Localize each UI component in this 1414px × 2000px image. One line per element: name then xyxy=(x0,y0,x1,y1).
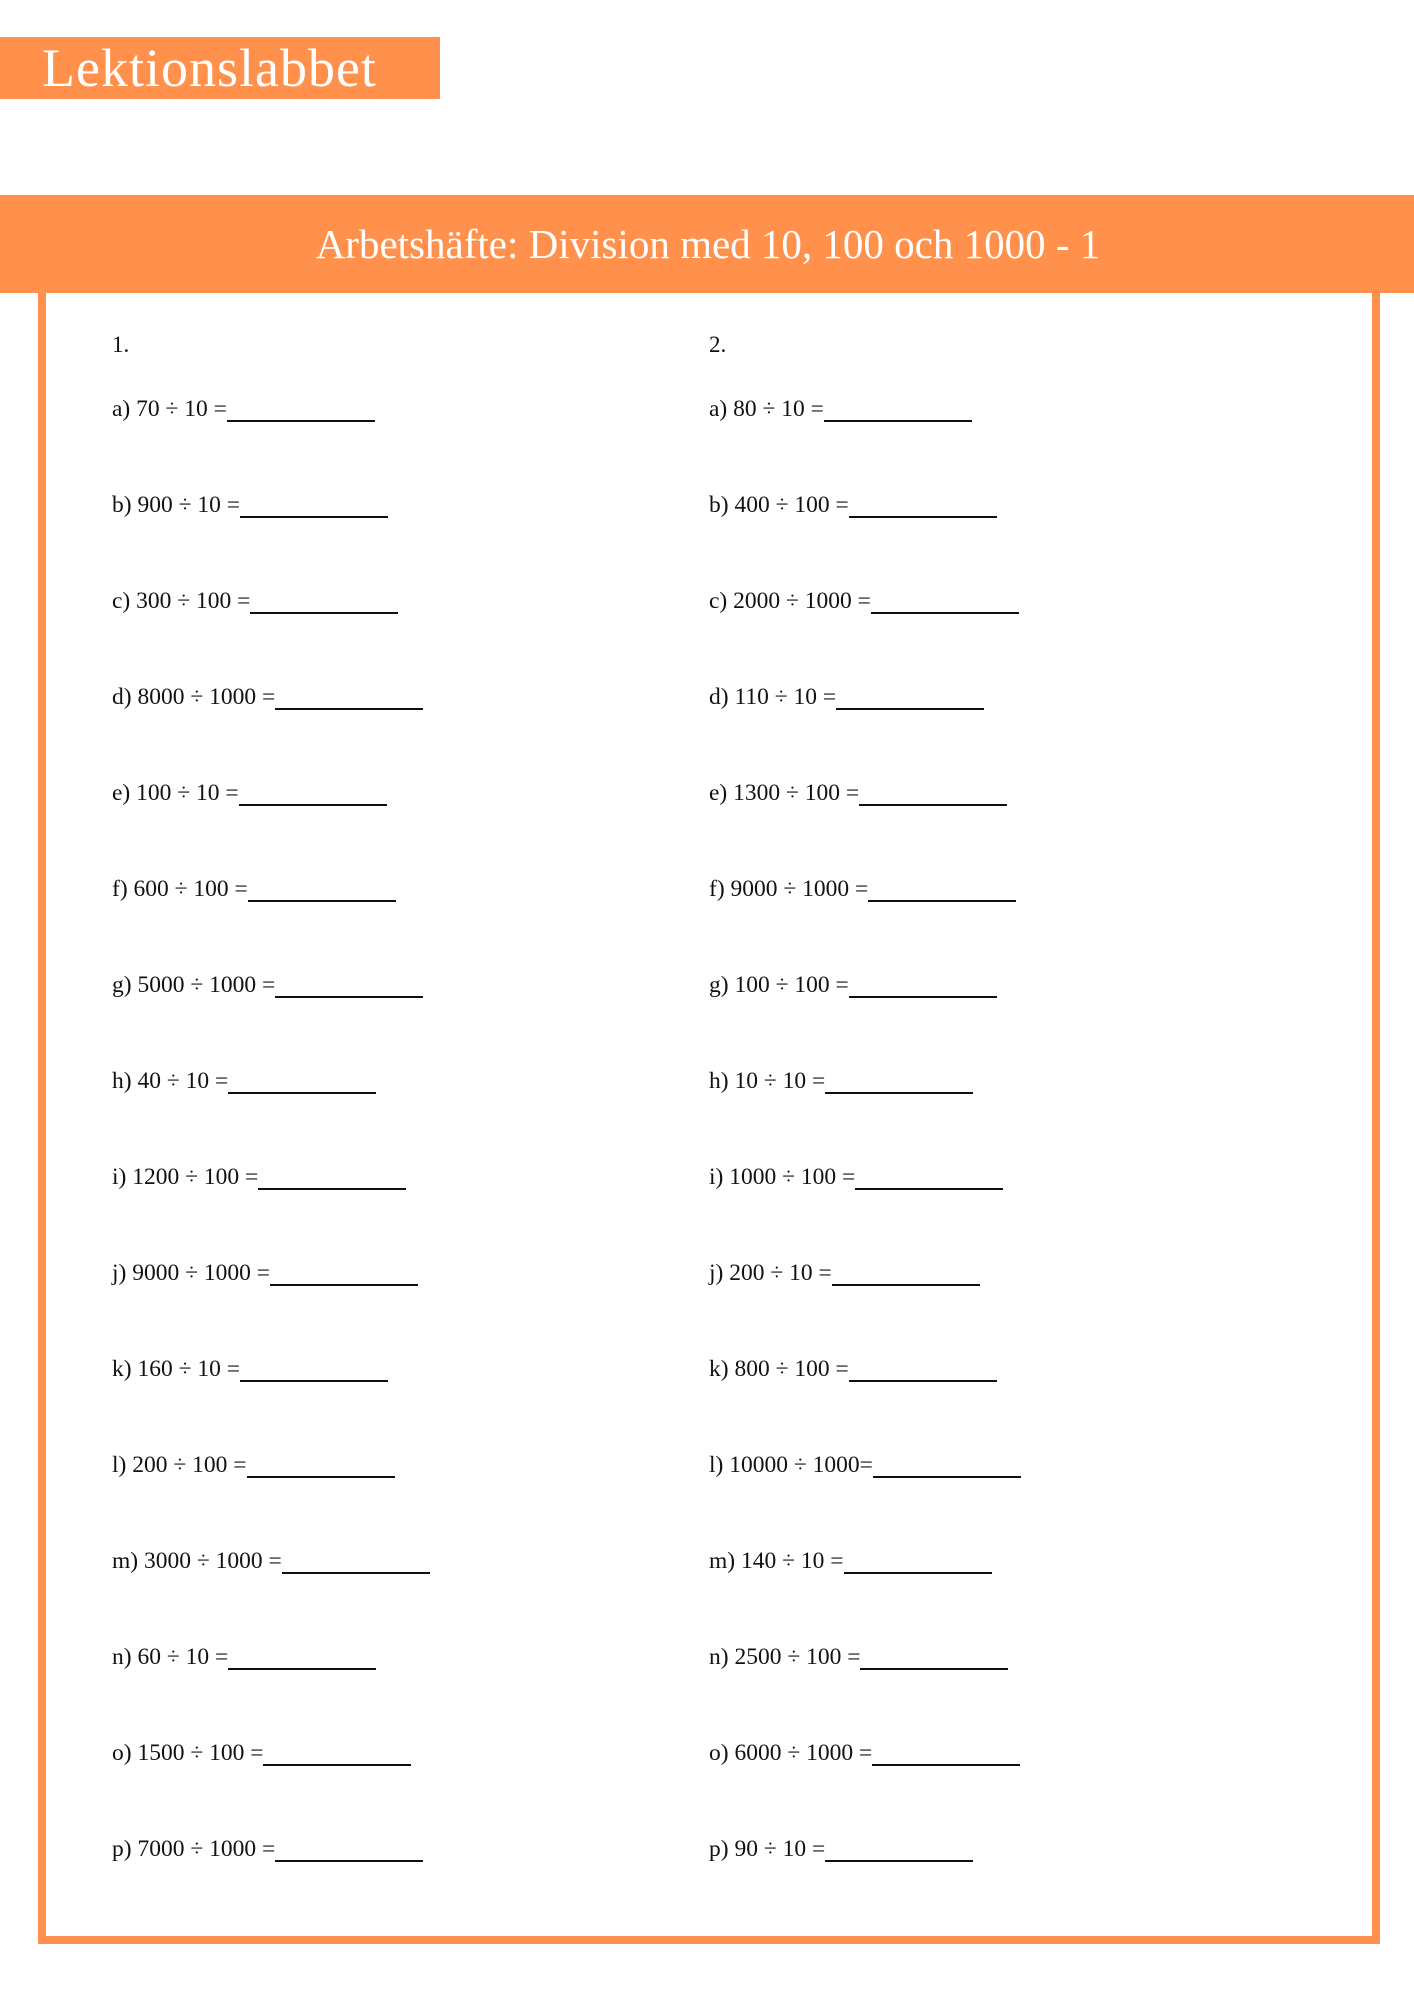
problem-item xyxy=(112,1162,430,1258)
problem-text: c) 2000 ÷ 1000 = xyxy=(709,588,871,614)
problem-item xyxy=(112,1834,430,1930)
problem-item xyxy=(112,1258,430,1354)
answer-blank[interactable] xyxy=(872,1738,1020,1766)
problem-list xyxy=(709,394,1021,1930)
answer-blank[interactable] xyxy=(844,1546,992,1574)
brand-name: Lektionslabbet xyxy=(42,38,377,98)
problem-text: d) 8000 ÷ 1000 = xyxy=(112,684,276,710)
answer-blank[interactable] xyxy=(228,1066,376,1094)
problem-text: h) 40 ÷ 10 = xyxy=(112,1068,229,1094)
problem-text: g) 100 ÷ 100 = xyxy=(709,972,849,998)
problem-text: i) 1200 ÷ 100 = xyxy=(112,1164,259,1190)
answer-blank[interactable] xyxy=(871,586,1019,614)
answer-blank[interactable] xyxy=(824,394,972,422)
problem-text: f) 9000 ÷ 1000 = xyxy=(709,876,869,902)
problem-text: b) 900 ÷ 10 = xyxy=(112,492,240,518)
answer-blank[interactable] xyxy=(832,1258,980,1286)
problem-text: g) 5000 ÷ 1000 = xyxy=(112,972,276,998)
problem-text: j) 9000 ÷ 1000 = xyxy=(112,1260,271,1286)
problem-item xyxy=(112,1354,430,1450)
answer-blank[interactable] xyxy=(849,970,997,998)
problem-text: l) 10000 ÷ 1000= xyxy=(709,1452,873,1478)
problem-item xyxy=(709,778,1021,874)
problem-item xyxy=(112,874,430,970)
answer-blank[interactable] xyxy=(250,586,398,614)
problem-text: a) 70 ÷ 10 = xyxy=(112,396,227,422)
answer-blank[interactable] xyxy=(868,874,1016,902)
problem-item xyxy=(709,1546,1021,1642)
problem-text: p) 90 ÷ 10 = xyxy=(709,1836,826,1862)
answer-blank[interactable] xyxy=(263,1738,411,1766)
answer-blank[interactable] xyxy=(248,874,396,902)
problem-item xyxy=(709,1450,1021,1546)
problem-item xyxy=(709,682,1021,778)
problem-item xyxy=(709,1066,1021,1162)
problem-item xyxy=(709,1834,1021,1930)
answer-blank[interactable] xyxy=(836,682,984,710)
problem-text: n) 60 ÷ 10 = xyxy=(112,1644,229,1670)
problem-text: k) 160 ÷ 10 = xyxy=(112,1356,240,1382)
problem-item xyxy=(112,490,430,586)
answer-blank[interactable] xyxy=(275,1834,423,1862)
answer-blank[interactable] xyxy=(240,490,388,518)
problem-item xyxy=(709,1738,1021,1834)
problem-item xyxy=(112,394,430,490)
problem-text: a) 80 ÷ 10 = xyxy=(709,396,824,422)
problem-text: h) 10 ÷ 10 = xyxy=(709,1068,826,1094)
problem-text: d) 110 ÷ 10 = xyxy=(709,684,837,710)
answer-blank[interactable] xyxy=(282,1546,430,1574)
answer-blank[interactable] xyxy=(228,1642,376,1670)
problem-item xyxy=(112,1546,430,1642)
problem-item xyxy=(112,778,430,874)
worksheet-title-bar xyxy=(0,195,1414,293)
problem-item xyxy=(112,1738,430,1834)
problem-text: b) 400 ÷ 100 = xyxy=(709,492,849,518)
answer-blank[interactable] xyxy=(247,1450,395,1478)
section-2 xyxy=(709,330,873,1862)
problem-item xyxy=(709,1642,1021,1738)
answer-blank[interactable] xyxy=(873,1450,1021,1478)
problem-item xyxy=(112,1642,430,1738)
problem-text: i) 1000 ÷ 100 = xyxy=(709,1164,856,1190)
problem-item xyxy=(112,970,430,1066)
problem-text: c) 300 ÷ 100 = xyxy=(112,588,251,614)
problem-text: m) 3000 ÷ 1000 = xyxy=(112,1548,282,1574)
problem-list xyxy=(112,394,430,1930)
problem-text: m) 140 ÷ 10 = xyxy=(709,1548,844,1574)
answer-blank[interactable] xyxy=(275,682,423,710)
problem-item xyxy=(709,586,1021,682)
problem-item xyxy=(112,1066,430,1162)
problem-item xyxy=(709,1354,1021,1450)
problem-text: n) 2500 ÷ 100 = xyxy=(709,1644,861,1670)
answer-blank[interactable] xyxy=(860,1642,1008,1670)
problem-text: e) 1300 ÷ 100 = xyxy=(709,780,860,806)
answer-blank[interactable] xyxy=(825,1834,973,1862)
worksheet-title: Arbetshäfte: Division med 10, 100 och 1000 - 1 xyxy=(315,220,1101,267)
problem-item xyxy=(709,490,1021,586)
problem-text: f) 600 ÷ 100 = xyxy=(112,876,248,902)
brand-banner xyxy=(0,37,440,99)
problem-text: p) 7000 ÷ 1000 = xyxy=(112,1836,276,1862)
answer-blank[interactable] xyxy=(227,394,375,422)
problem-item xyxy=(112,682,430,778)
section-1 xyxy=(112,330,282,1862)
answer-blank[interactable] xyxy=(258,1162,406,1190)
answer-blank[interactable] xyxy=(855,1162,1003,1190)
problem-text: o) 6000 ÷ 1000 = xyxy=(709,1740,873,1766)
problem-item xyxy=(709,874,1021,970)
answer-blank[interactable] xyxy=(240,1354,388,1382)
answer-blank[interactable] xyxy=(275,970,423,998)
answer-blank[interactable] xyxy=(825,1066,973,1094)
problem-item xyxy=(709,1258,1021,1354)
problem-item xyxy=(112,1450,430,1546)
problem-text: e) 100 ÷ 10 = xyxy=(112,780,239,806)
problem-item xyxy=(112,586,430,682)
section-number: 2. xyxy=(709,332,727,357)
answer-blank[interactable] xyxy=(859,778,1007,806)
answer-blank[interactable] xyxy=(239,778,387,806)
answer-blank[interactable] xyxy=(849,1354,997,1382)
problem-text: k) 800 ÷ 100 = xyxy=(709,1356,849,1382)
problem-item xyxy=(709,1162,1021,1258)
answer-blank[interactable] xyxy=(849,490,997,518)
section-number: 1. xyxy=(112,332,130,357)
problem-text: l) 200 ÷ 100 = xyxy=(112,1452,247,1478)
problem-item xyxy=(709,970,1021,1066)
problem-item xyxy=(709,394,1021,490)
problem-text: j) 200 ÷ 10 = xyxy=(709,1260,832,1286)
answer-blank[interactable] xyxy=(270,1258,418,1286)
problem-text: o) 1500 ÷ 100 = xyxy=(112,1740,264,1766)
